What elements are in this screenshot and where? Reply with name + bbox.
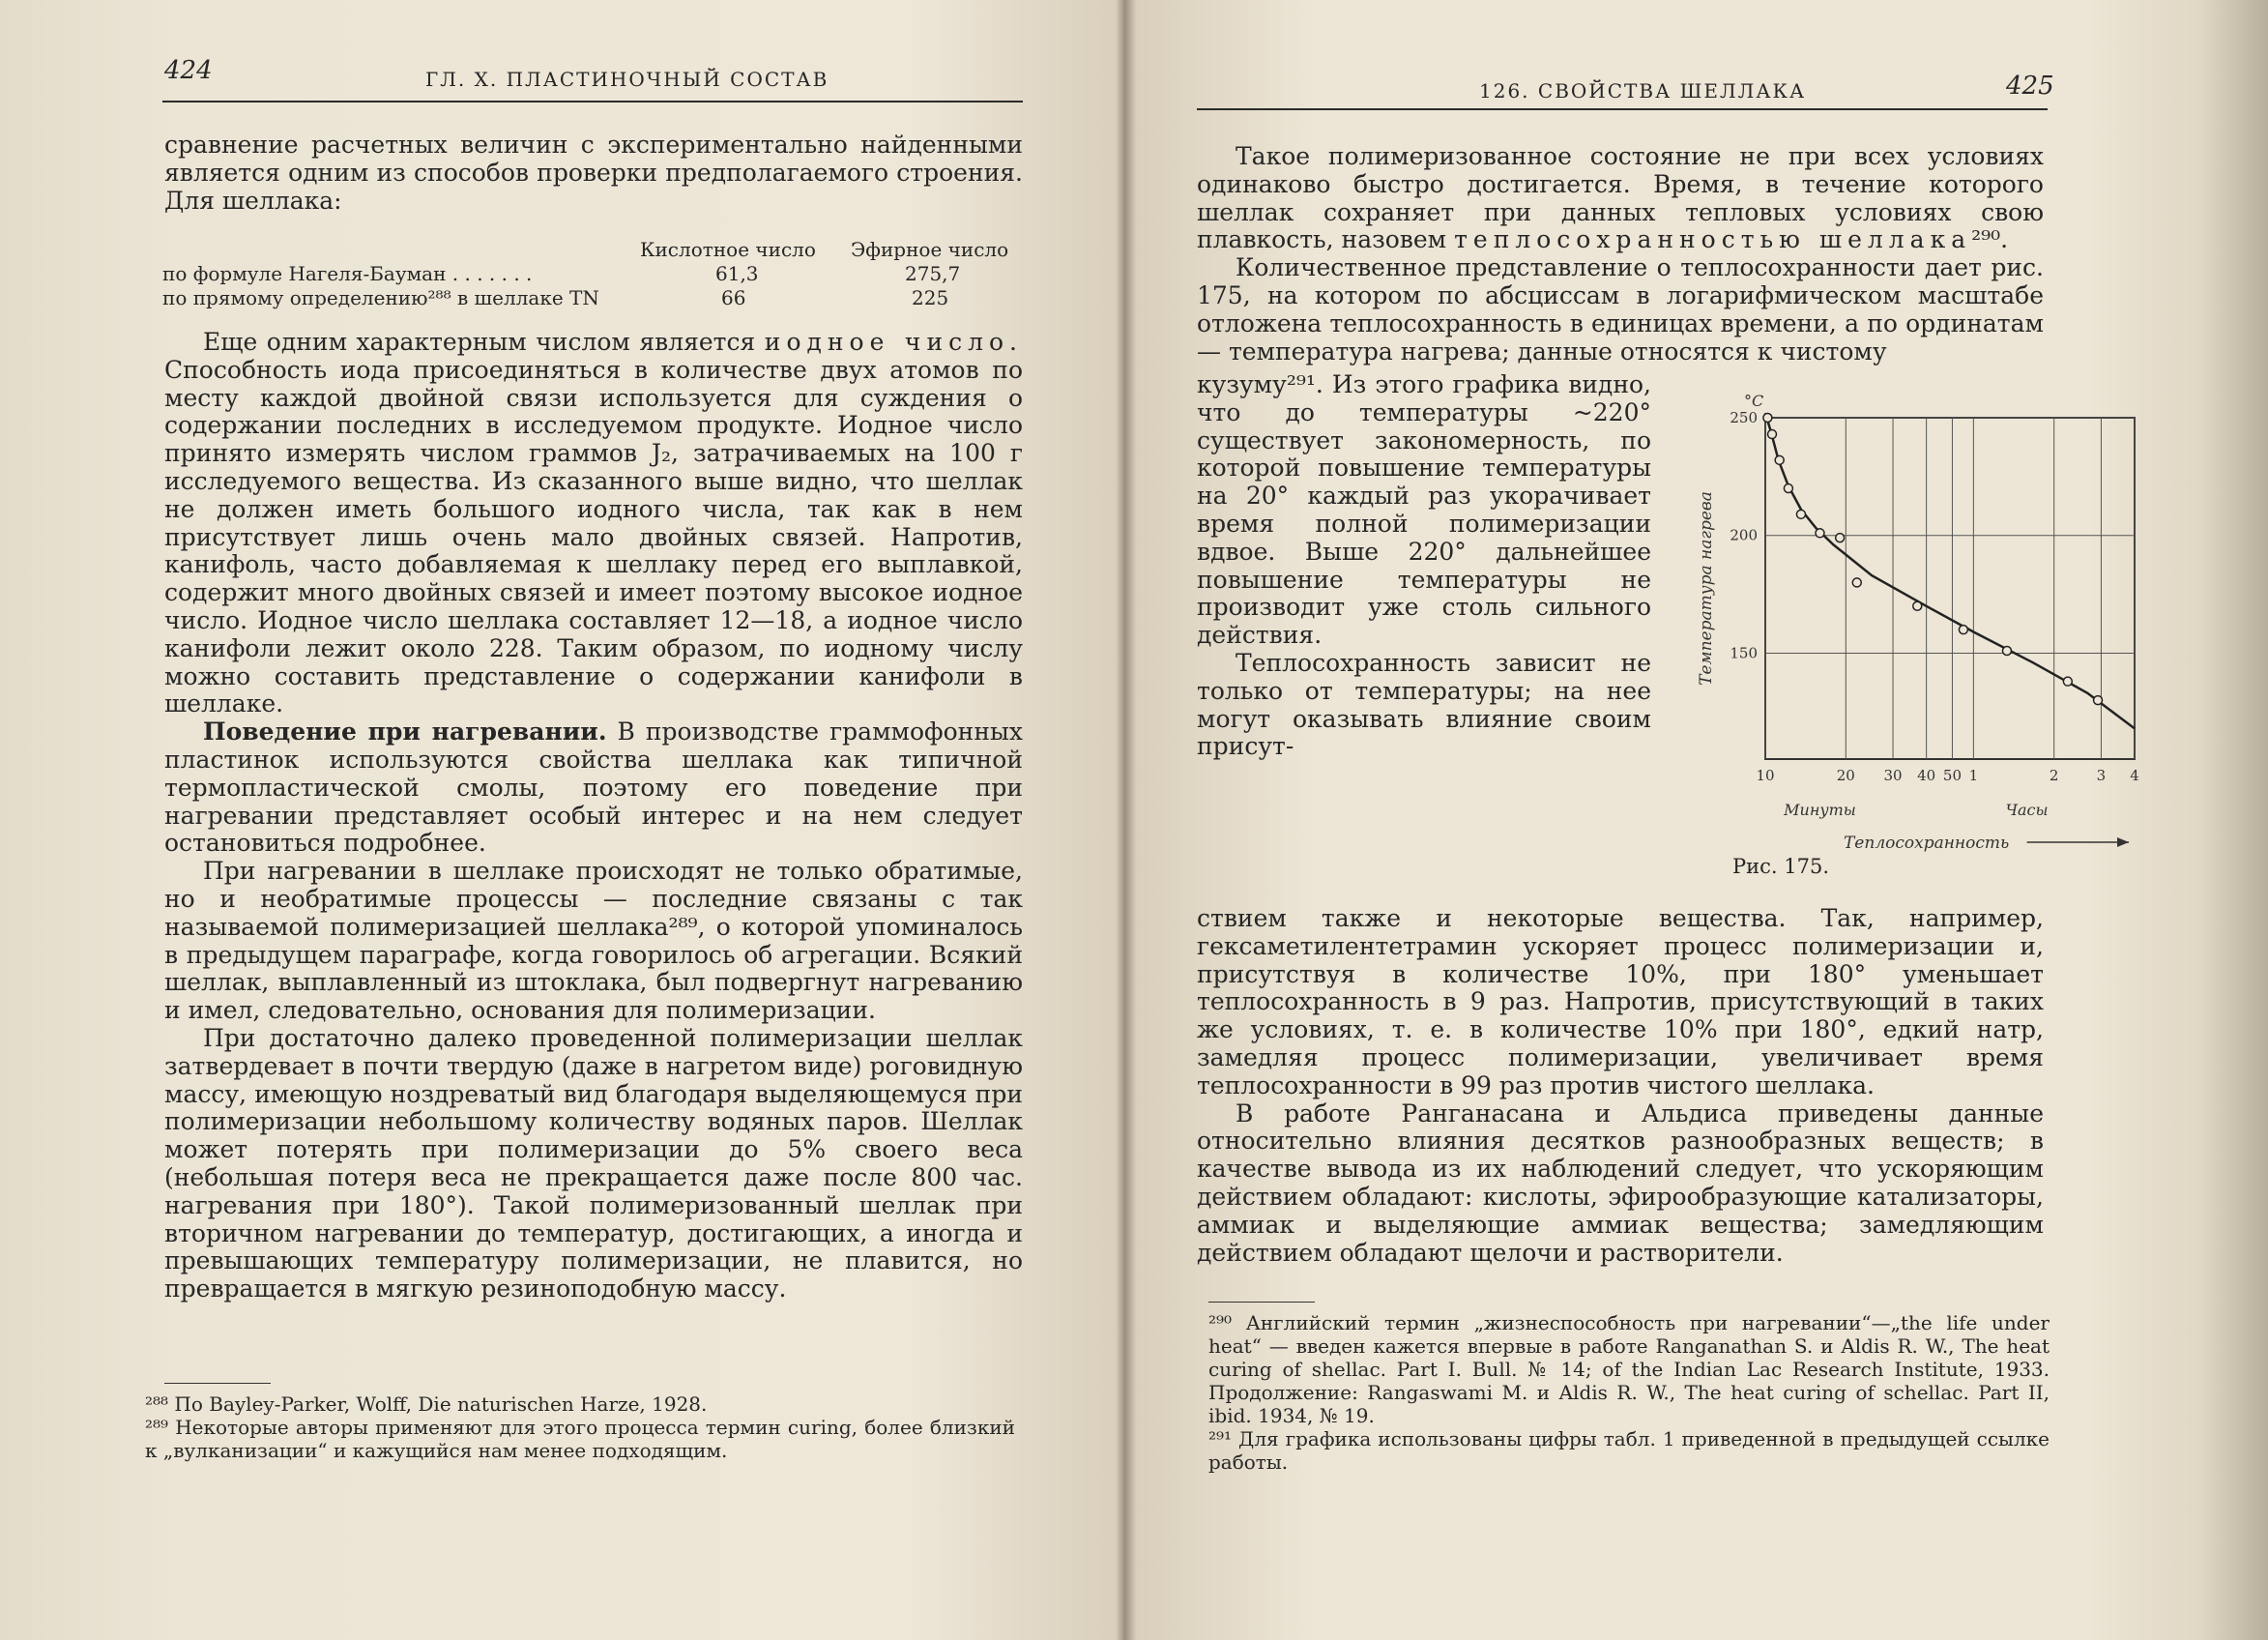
footnote-rule-right (1208, 1302, 1315, 1303)
x-tick-label: 40 (1917, 767, 1936, 784)
x-label-hours: Часы (2005, 801, 2049, 819)
data-point (1784, 484, 1792, 493)
text-run: В производстве граммофонных пластинок используются свойства шеллака как типичной термопластической смолы, поэтому его поведение при нагревании представляет особый интерес и на нем следует остановиться подробнее. (164, 718, 1023, 858)
y-unit-label: °C (1744, 392, 1764, 410)
data-point (1796, 510, 1805, 518)
paragraph-influence-rest: ствием также и некоторые вещества. Так, например, гексаметилентетрамин ускоряет процесс полимеризации и, присутствуя в количестве 10%, при 180° уменьшает теплосохранность в 9 раз. Напротив, присутствующий в таких же условиях, т. е. в количестве 10% при 180°, едкий натр, замедляя процесс полимеризации, увеличивает время теплосохранности в 99 раз против чистого шеллака. (1197, 904, 2044, 1099)
right-body-bottom (1197, 905, 2044, 1267)
table-row (162, 286, 1032, 310)
footnote-rule-left (164, 1383, 271, 1384)
left-page (0, 0, 1112, 1640)
paragraph-heat-stability (1197, 143, 2044, 254)
left-intro (164, 132, 1023, 215)
right-body-wrap (1197, 371, 1651, 761)
data-point (1836, 534, 1845, 542)
x-axis-label: Теплосохранность (1843, 834, 2010, 853)
header-rule-right (1197, 108, 2048, 110)
left-body (164, 329, 1023, 1303)
y-axis-label: Температура нагрева (1697, 491, 1716, 686)
paragraph-rangnasan: В работе Ранганасана и Альдиса приведены данные относительно влияния десятков разнообразных веществ; в качестве вывода из их наблюдений следует, что ускоряющим действием обладают: кислоты, эфирообразующие катализаторы, аммиак и выделяющие аммиак вещества; замедляющим действием обладают щелочи и растворители. (1197, 1098, 2044, 1267)
footnote-291: ²⁹¹ Для графика использованы цифры табл. 1 приведенной в предыдущей ссылке работы. (1208, 1427, 2050, 1474)
y-tick-label: 150 (1730, 644, 1758, 662)
y-tick-label: 250 (1730, 409, 1758, 426)
acid-ester-table (162, 238, 1032, 310)
data-point (2002, 647, 2011, 656)
term-iodine-number: иодное число. (764, 328, 1023, 356)
footnote-289: ²⁸⁹ Некоторые авторы применяют для этого процесса термин curing, более близкий к „вулканизации“ и кажущийся нам менее подходящим. (145, 1416, 1015, 1462)
plot-frame (1765, 418, 2135, 759)
table-row-label: по формуле Нагеля-Бауман . . . . . . . (162, 262, 533, 285)
text-run: Еще одним характерным числом является (203, 328, 756, 356)
paragraph-heating (164, 718, 1023, 858)
y-tick-label: 200 (1730, 526, 1758, 544)
section-heading: Поведение при нагревании. (203, 718, 607, 747)
paragraph-polymerization: При достаточно далеко проведенной полимеризации шеллак затвердевает в почти твердую (даже в нагретом виде) роговидную массу, имеющую ноздреватый вид благодаря выделяющемуся при полимеризации небольшому количеству водяных паров. Шеллак может потерять при полимеризации до 5% своего веса (небольшая потеря веса не прекращается даже после 800 час. нагревания при 180°). Такой полимеризованный шеллак при вторичном нагревании до температур, достигающих, а иногда и превышающих температуру полимеризации, не плавится, но превращается в мягкую резиноподобную массу. (164, 1023, 1023, 1303)
table-cell: 225 (912, 286, 949, 309)
table-cell: 66 (721, 286, 746, 309)
figure-175-chart (1661, 367, 2164, 870)
x-tick-label: 50 (1942, 767, 1963, 784)
data-curve (1765, 413, 2135, 728)
data-point (1763, 414, 1772, 423)
table-row (162, 262, 1032, 286)
text-run: Такое полимеризованное состояние не при всех условиях одинаково быстро достигается. Время, в течение которого шеллак сохраняет при данных тепловых условиях свою плавкость, назовем (1197, 142, 2044, 254)
running-header-right: 126. СВОЙСТВА ШЕЛЛАКА (1479, 79, 1807, 102)
paragraph-figure-intro: Количественное представление о теплосохранности дает рис. 175, на котором по абсциссам в логарифмическом масштабе отложена теплосохранность в единицах времени, а по ординатам — температура нагрева; данные относятся к чистому (1197, 253, 2044, 366)
table-cell: 61,3 (715, 262, 759, 285)
x-tick-label: 3 (2096, 767, 2107, 784)
footnotes-right (1208, 1311, 2050, 1474)
x-tick-label: 2 (2049, 767, 2059, 784)
figure-caption: Рис. 175. (1732, 855, 1829, 878)
paragraph-figure-wrap: кузуму²⁹¹. Из этого графика видно, что до температуры ~220° существует закономерность, по которой повышение температуры на 20° каждый раз укорачивает время полной полимеризации вдвое. Выше 220° дальнейшее повышение температуры не производит уже столь сильного действия. (1197, 370, 1651, 650)
paragraph-processes: При нагревании в шеллаке происходят не только обратимые, но и необратимые процессы — последние связаны с так называемой полимеризацией шеллака²⁸⁹, о которой упоминалось в предыдущем параграфе, когда говорилось об агрегации. Всякий шеллак, выплавленный из штоклака, был подвергнут нагреванию и имел, следовательно, основания для полимеризации. (164, 857, 1023, 1025)
x-tick-label: 1 (1968, 767, 1979, 784)
data-point (1768, 430, 1777, 439)
right-page (1112, 0, 2268, 1640)
table-col-ester: Эфирное число (851, 238, 1009, 261)
right-body-top (1197, 143, 2044, 366)
table-cell: 275,7 (905, 262, 961, 285)
data-point (1775, 455, 1784, 464)
paragraph-iodine (164, 329, 1023, 718)
data-point (2063, 677, 2072, 686)
footnote-290: ²⁹⁰ Английский термин „жизнеспособность при нагревании“—„the life under heat“ — введен кажется впервые в работе Ranganathan S. и Aldis R. W., The heat curing of shellac. Part I. Bull. № 14; of the Indian Lac Research Institute, 1933. Продолжение: Rangaswami M. и Aldis R. W., The heat curing of schellac. Part II, ibid. 1934, № 19. (1208, 1311, 2050, 1427)
data-point (2094, 696, 2103, 705)
running-header-left: ГЛ. X. ПЛАСТИНОЧНЫЙ СОСТАВ (425, 68, 829, 91)
data-point (1816, 529, 1824, 538)
x-label-minutes: Минуты (1784, 801, 1856, 819)
footnotes-left (145, 1392, 1015, 1462)
x-tick-label: 30 (1883, 767, 1903, 784)
x-axis-arrowhead (2117, 837, 2129, 847)
intro-paragraph: сравнение расчетных величин с экспериментально найденными является одним из способов проверки предполагаемого строения. Для шеллака: (164, 131, 1023, 215)
data-point (1852, 578, 1861, 587)
table-col-acid: Кислотное число (640, 238, 816, 261)
table-header-row (162, 238, 1032, 262)
text-run: ²⁹⁰. (1971, 225, 2009, 254)
x-tick-label: 20 (1836, 767, 1855, 784)
page-number-left: 424 (164, 56, 213, 85)
data-point (1913, 601, 1922, 610)
table-row-label: по прямому определению²⁸⁸ в шеллаке TN (162, 286, 599, 309)
text-run: Способность иода присоединяться в количестве двух атомов по месту каждой двойной связи используется для суждения о содержании последних в исследуемом продукте. Иодное число принято измерять числом граммов J₂, затрачиваемых на 100 г исследуемого вещества. Из сказанного выше видно, что шеллак не должен иметь большого иодного числа, так как в нем присутствует лишь очень мало двойных связей. Напротив, канифоль, часто добавляемая к шеллаку перед его выплавкой, содержит много двойных связей и имеет поэтому высокое иодное число. Иодное число шеллака составляет 12—18, а иодное число канифоли лежит около 228. Таким образом, по иодному числу можно составить представление о содержании канифоли в шеллаке. (164, 355, 1023, 718)
x-tick-label: 10 (1756, 767, 1775, 784)
page-number-right: 425 (2006, 72, 2054, 101)
data-point (1959, 626, 1967, 634)
header-rule-left (162, 101, 1023, 102)
paragraph-influence-wrap: Теплосохранность зависит не только от температуры; на нее могут оказывать влияние своим присут- (1197, 648, 1651, 761)
term-heat-stability: теплосохранностью шеллака (1454, 225, 1972, 254)
footnote-288: ²⁸⁸ По Bayley-Parker, Wolff, Die naturischen Harze, 1928. (145, 1392, 708, 1416)
x-tick-label: 4 (2130, 767, 2139, 784)
